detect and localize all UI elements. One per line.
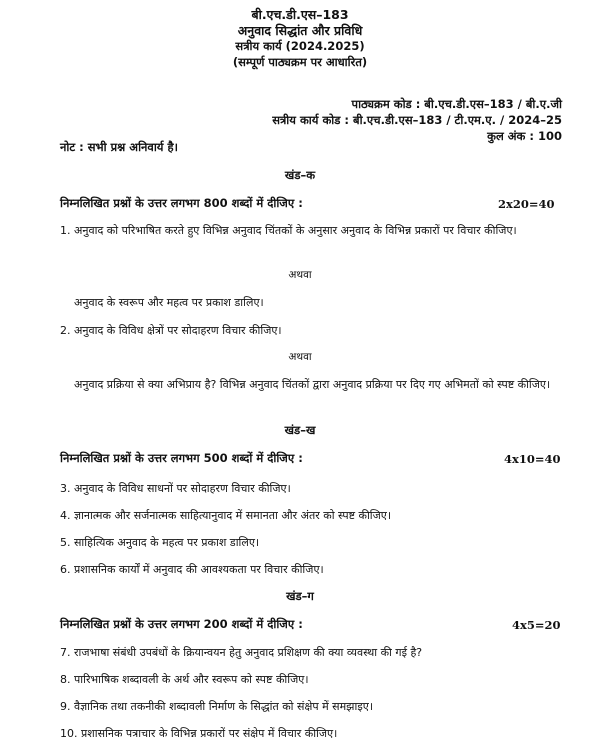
question-10: 10. प्रशासनिक पत्राचार के विभिन्न प्रकारों पर संक्षेप में विचार कीजिए। [60, 727, 338, 740]
assignment-code-line: सत्रीय कार्य कोड : बी.एच.डी.एस–183 / टी.एम.ए. / 2024–25 [272, 113, 562, 127]
section-a-title: खंड–क [284, 168, 316, 182]
question-8: 8. पारिभाषिक शब्दावली के अर्थ और स्वरूप को स्पष्ट कीजिए। [60, 673, 309, 686]
course-code-heading: बी.एच.डी.एस–183 [251, 7, 349, 22]
question-7: 7. राजभाषा संबंधी उपबंधों के क्रियान्वयन हेतु अनुवाद प्रशिक्षण की क्या व्यवस्था की गई है? [60, 646, 423, 659]
question-2-alternative: अनुवाद प्रक्रिया से क्या अभिप्राय है? विभिन्न अनुवाद चिंतकों द्वारा अनुवाद प्रक्रिया पर दिए गए अभिमतों को स्पष्ट कीजिए। [74, 378, 551, 391]
course-title: अनुवाद सिद्धांत और प्रविधि [237, 23, 363, 38]
section-b-marks: 4x10=40 [504, 452, 561, 466]
note: नोट : सभी प्रश्न अनिवार्य है। [60, 140, 178, 154]
section-c-title: खंड–ग [286, 589, 314, 603]
section-b-instruction: निम्नलिखित प्रश्नों के उत्तर लगभग 500 शब्दों में दीजिए : [60, 451, 303, 465]
total-marks: कुल अंक : 100 [487, 129, 562, 143]
question-1: 1. अनुवाद को परिभाषित करते हुए विभिन्न अनुवाद चिंतकों के अनुसार अनुवाद के विभिन्न प्रकारों पर विचार कीजिए। [60, 224, 517, 237]
question-2: 2. अनुवाद के विविध क्षेत्रों पर सोदाहरण विचार कीजिए। [60, 324, 282, 337]
section-a-instruction: निम्नलिखित प्रश्नों के उत्तर लगभग 800 शब्दों में दीजिए : [60, 196, 303, 210]
section-c-instruction: निम्नलिखित प्रश्नों के उत्तर लगभग 200 शब्दों में दीजिए : [60, 617, 303, 631]
question-5: 5. साहित्यिक अनुवाद के महत्व पर प्रकाश डालिए। [60, 536, 260, 549]
question-3: 3. अनुवाद के विविध साधनों पर सोदाहरण विचार कीजिए। [60, 482, 291, 495]
assignment-year: सत्रीय कार्य (2024.2025) [235, 39, 365, 53]
section-a-marks: 2x20=40 [498, 197, 555, 211]
question-9: 9. वैज्ञानिक तथा तकनीकी शब्दावली निर्माण के सिद्धांत को संक्षेप में समझाइए। [60, 700, 373, 713]
syllabus-basis: (सम्पूर्ण पाठ्यक्रम पर आधारित) [232, 55, 368, 69]
question-4: 4. ज्ञानात्मक और सर्जनात्मक साहित्यानुवाद में समानता और अंतर को स्पष्ट कीजिए। [60, 509, 392, 522]
course-code-line: पाठ्यक्रम कोड : बी.एच.डी.एस–183 / बी.ए.जी [351, 97, 562, 111]
section-b-title: खंड–ख [284, 423, 316, 437]
section-c-marks: 4x5=20 [512, 618, 561, 632]
question-6: 6. प्रशासनिक कार्यों में अनुवाद की आवश्यकता पर विचार कीजिए। [60, 563, 324, 576]
or-divider-1: अथवा [288, 269, 312, 281]
question-1-alternative: अनुवाद के स्वरूप और महत्व पर प्रकाश डालिए। [74, 296, 264, 309]
or-divider-2: अथवा [288, 351, 312, 363]
